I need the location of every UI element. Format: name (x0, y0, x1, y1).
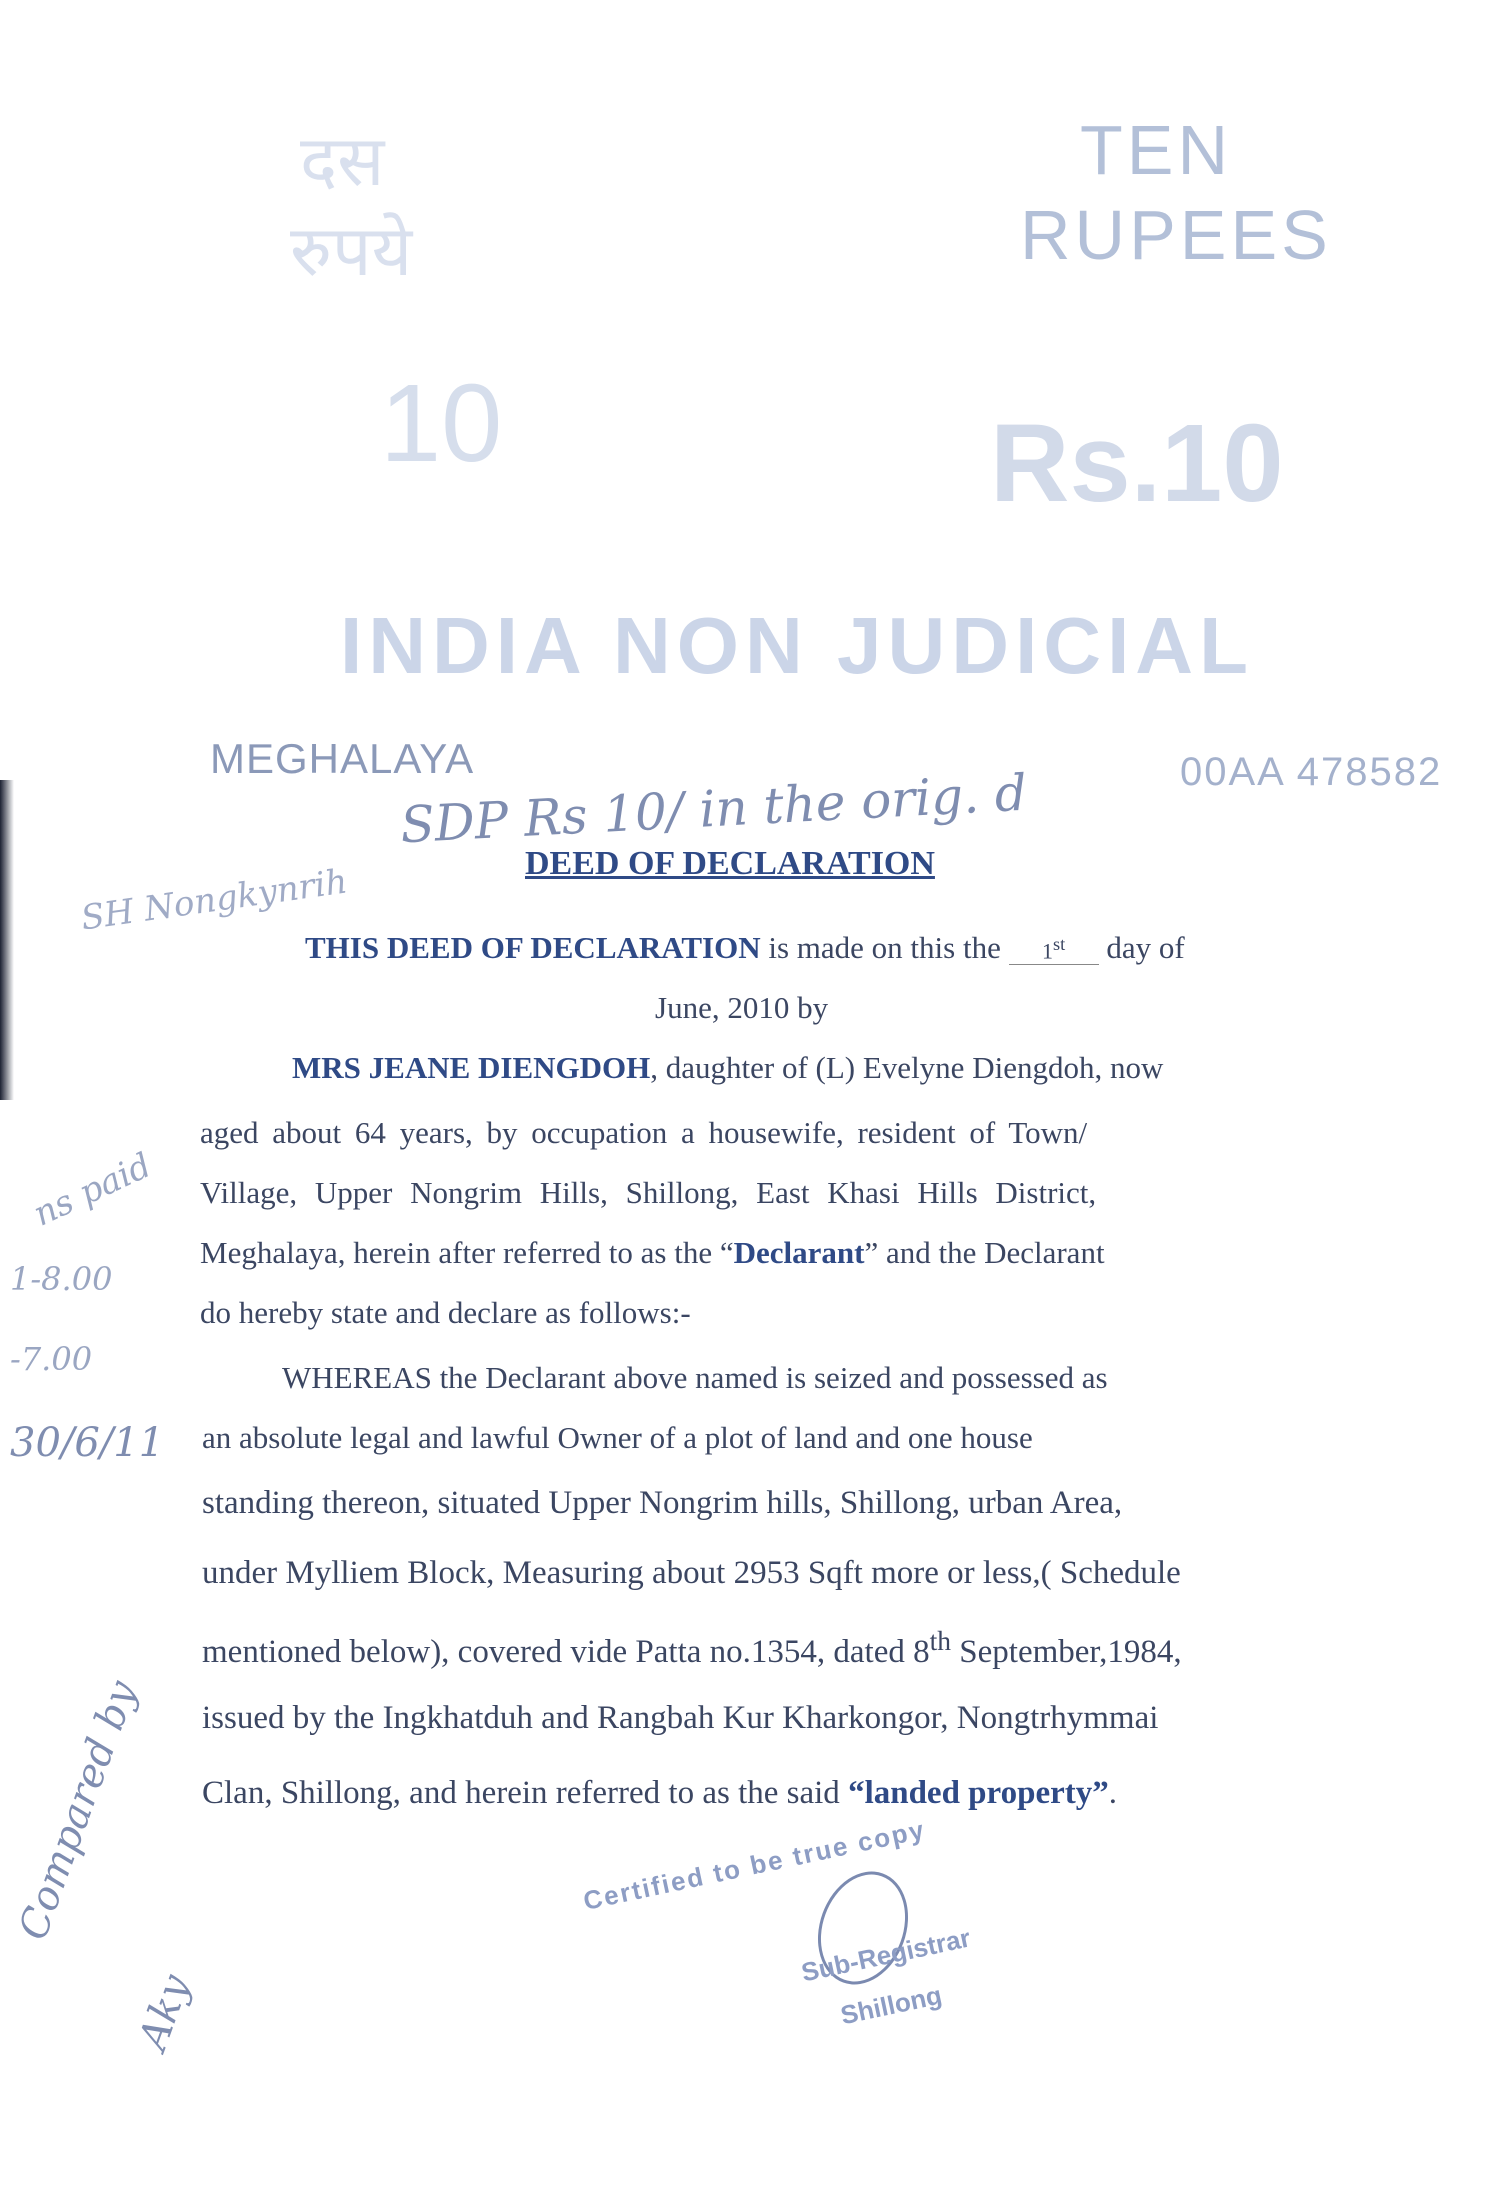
handwritten-paid-note: ns paid (27, 1145, 158, 1235)
stamp-value-word-rupees: RUPEES (1020, 196, 1332, 274)
seal-line-2: Sub-Registrar (798, 1922, 974, 1988)
handwritten-date-2: -7.00 (10, 1340, 93, 1378)
para2-line-4 (200, 1235, 1105, 1271)
sub-registrar-seal (580, 1814, 1000, 2031)
para3-line-6: issued by the Ingkhatduh and Rangbah Kur Kharkongor, Nongtrhymmai (202, 1700, 1159, 1736)
para1-day-sup: st (1052, 933, 1066, 954)
para3-line-2: an absolute legal and lawful Owner of a plot of land and one house (202, 1420, 1033, 1455)
para1-line-2: June, 2010 by (655, 990, 829, 1025)
page-edge-shadow (0, 780, 14, 1100)
para2-l1: , daughter of (L) Evelyne Diengdoh, now (650, 1050, 1164, 1085)
para2-line-1 (292, 1050, 1163, 1086)
para3-l5a: mentioned below), covered vide Patta no.1354, dated 8 (202, 1634, 930, 1670)
document-title: DEED OF DECLARATION (525, 845, 935, 882)
para3-landed-property: “landed property” (848, 1775, 1109, 1811)
handwritten-margin-name: SH Nongkynrih (78, 861, 350, 939)
para3-line-3: standing thereon, situated Upper Nongrim hills, Shillong, urban Area, (202, 1485, 1123, 1521)
para2-declarant: Declarant (733, 1235, 865, 1270)
stamp-state-name: MEGHALAYA (210, 735, 475, 782)
para1-day-blank (1009, 934, 1099, 965)
stamp-numeral-right: Rs.10 (990, 402, 1284, 525)
para3-l5-sup: th (929, 1625, 952, 1656)
para3-line-5 (202, 1625, 1182, 1671)
handwritten-initials: Aky (130, 1968, 200, 2056)
seal-line-3: Shillong (837, 1979, 945, 2031)
para1-bold-lead: THIS DEED OF DECLARATION (305, 930, 761, 965)
handwritten-date-1: 1-8.00 (10, 1260, 113, 1298)
para3-l7a: Clan, Shillong, and herein referred to as the said (202, 1775, 849, 1811)
para2-l4c: ” and the Declarant (864, 1235, 1105, 1270)
para1-text-a: is made on this the (760, 930, 1009, 965)
seal-line-1: Certified to be true copy (580, 1814, 929, 1916)
stamp-hindi-text-1: दस (300, 122, 385, 200)
para3-line-4: under Mylliem Block, Measuring about 2953 Sqft more or less,( Schedule (202, 1555, 1181, 1591)
stamp-hindi-text-2: रुपये (290, 212, 413, 290)
stamp-nonjudicial-band: INDIA NON JUDICIAL (340, 601, 1254, 690)
para3-l5b: September,1984, (951, 1634, 1182, 1670)
para3-line-7 (202, 1775, 1117, 1812)
handwritten-compared-by: Compared by (10, 1674, 147, 1946)
para2-bold-name: MRS JEANE DIENGDOH (292, 1050, 651, 1085)
para1-line-1 (305, 930, 1185, 966)
para3-l7c: . (1108, 1775, 1117, 1811)
para2-line-3: Village, Upper Nongrim Hills, Shillong, East Khasi Hills District, (200, 1175, 1097, 1210)
para1-text-b: day of (1098, 930, 1185, 965)
para2-l4a: Meghalaya, herein after referred to as the “ (200, 1235, 734, 1270)
stamp-serial-number: 00AA 478582 (1180, 750, 1443, 794)
handwritten-date-3: 30/6/11 (10, 1420, 165, 1466)
stamp-value-word-ten: TEN (1080, 111, 1232, 189)
para2-line-2: aged about 64 years, by occupation a housewife, resident of Town/ (200, 1115, 1088, 1150)
para3-line-1: WHEREAS the Declarant above named is seized and possessed as (282, 1360, 1108, 1395)
handwritten-top-note: SDP Rs 10/ in the orig. d (398, 763, 1029, 855)
para2-line-5: do hereby state and declare as follows:- (200, 1295, 691, 1330)
para1-day: 1 (1041, 938, 1053, 963)
stamp-numeral-left: 10 (380, 362, 503, 485)
